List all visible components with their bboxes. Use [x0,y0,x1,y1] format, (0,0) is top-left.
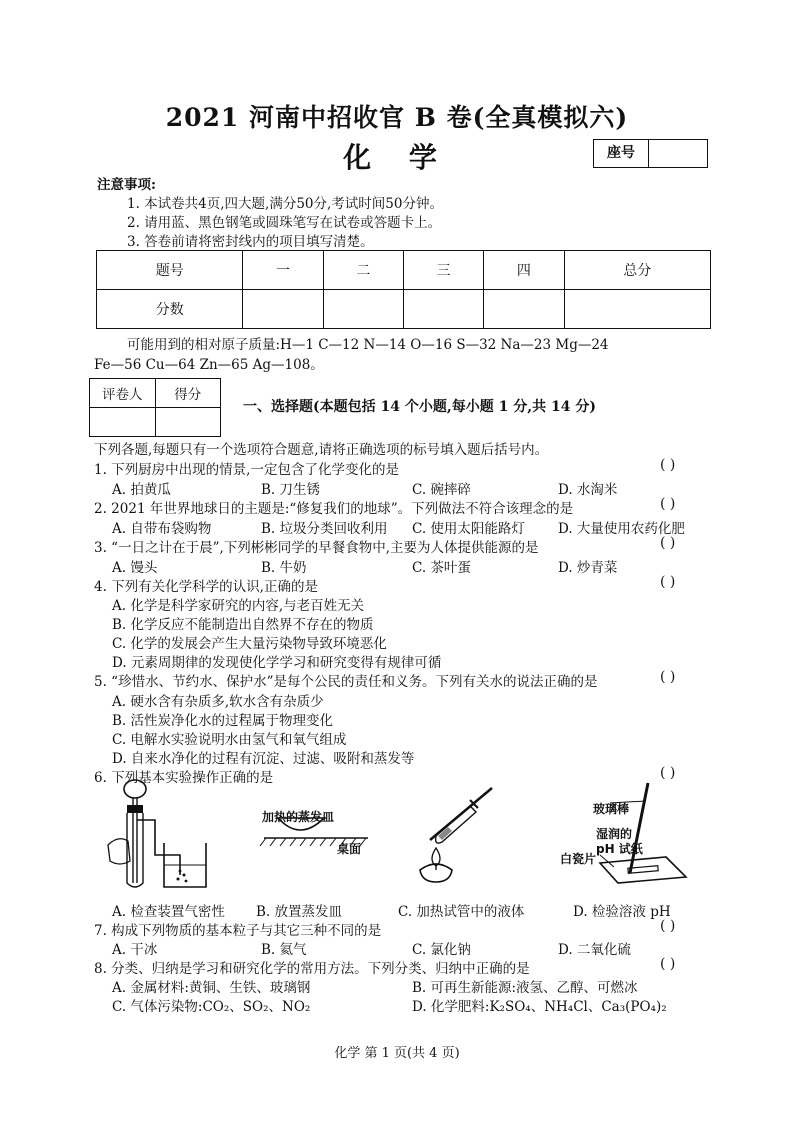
evaporating-dish-label: 加热的蒸发皿 [262,810,335,824]
option-c: C. 气体污染物:CO₂、SO₂、NO₂ [112,999,311,1015]
atomic-masses-line2: Fe—56 Cu—64 Zn—65 Ag—108。 [94,357,324,373]
heating-test-tube-figure [400,778,510,888]
white-tile-label: 白瓷片 [560,852,597,866]
answer-blank[interactable]: ( ) [660,669,676,685]
answer-blank[interactable]: ( ) [660,457,676,473]
option-d: D. 检验溶液 pH [573,904,671,920]
option-a: A. 硬水含有杂质多,软水含有杂质少 [112,694,324,710]
reviewer-table [89,378,221,437]
score-table [96,250,711,329]
option-c: C. 化学的发展会产生大量污染物导致环境恶化 [112,636,387,652]
option-b: B. 放置蒸发皿 [256,904,343,920]
option-c: C. 电解水实验说明水由氢气和氧气组成 [112,732,347,748]
option-d: D. 炒青菜 [558,560,618,576]
glass-rod-label: 玻璃棒 [593,802,630,816]
option-b: B. 氦气 [261,942,307,958]
notice-item: 2. 请用蓝、黑色钢笔或圆珠笔写在试卷或答题卡上。 [127,215,442,231]
subject-title: 化 学 [343,141,451,174]
notice-item: 3. 答卷前请将密封线内的项目填写清楚。 [127,234,374,250]
question-3-stem: 3. “一日之计在于晨”,下列彬彬同学的早餐食物中,主要为人体提供能源的是 [94,540,539,556]
score-cell[interactable] [403,290,483,329]
score-header: 四 [484,251,564,290]
score-header: 二 [323,251,403,290]
option-a: A. 馒头 [112,560,158,576]
option-c: C. 碗摔碎 [412,482,471,498]
notice-item: 1. 本试卷共4页,四大题,满分50分,考试时间50分钟。 [127,196,443,212]
score-cell[interactable] [564,290,710,329]
section1-instruction: 下列各题,每题只有一个选项符合题意,请将正确选项的标号填入题后括号内。 [94,442,549,458]
ph-paper-label: pH 试纸 [596,842,643,856]
score-cell[interactable] [323,290,403,329]
answer-blank[interactable]: ( ) [660,574,676,590]
option-a: A. 自带布袋购物 [112,521,212,537]
answer-blank[interactable]: ( ) [660,918,676,934]
answer-blank[interactable]: ( ) [660,765,676,781]
wet-ph-paper-label: 湿润的 [596,827,633,841]
option-a: A. 金属材料:黄铜、生铁、玻璃钢 [112,980,311,996]
question-1-stem: 1. 下列厨房中出现的情景,一定包含了化学变化的是 [94,462,399,478]
option-d: D. 二氧化硫 [558,942,631,958]
question-6-stem: 6. 下列基本实验操作正确的是 [94,770,274,786]
option-b: B. 牛奶 [261,560,307,576]
reviewer-label: 评卷人 [90,379,156,408]
option-d: D. 化学肥料:K₂SO₄、NH₄Cl、Ca₃(PO₄)₂ [412,999,667,1015]
option-c: C. 使用太阳能路灯 [412,521,525,537]
question-4-stem: 4. 下列有关化学科学的认识,正确的是 [94,579,318,595]
score-row-label: 分数 [97,290,243,329]
score-header: 一 [243,251,323,290]
answer-blank[interactable]: ( ) [660,496,676,512]
score-cell[interactable] [243,290,323,329]
option-a: A. 拍黄瓜 [112,482,171,498]
answer-blank[interactable]: ( ) [660,956,676,972]
question-8-stem: 8. 分类、归纳是学习和研究化学的常用方法。下列分类、归纳中正确的是 [94,961,530,977]
question-2-stem: 2. 2021 年世界地球日的主题是:“修复我们的地球”。下列做法不符合该理念的是 [94,501,574,517]
airtightness-check-figure [100,775,230,895]
answer-blank[interactable]: ( ) [660,535,676,551]
page-footer: 化学 第 1 页(共 4 页) [334,1046,460,1061]
atomic-masses-line1: 可能用到的相对原子质量:H—1 C—12 N—14 O—16 S—32 Na—23 Mg—24 [127,337,609,353]
ph-test-figure [570,775,700,890]
section1-heading: 一、选择题(本题包括 14 个小题,每小题 1 分,共 14 分) [243,399,596,415]
score-header: 三 [403,251,483,290]
score-header: 题号 [97,251,243,290]
option-d: D. 元素周期律的发现使化学学习和研究变得有规律可循 [112,655,442,671]
option-d: D. 大量使用农药化肥 [558,521,685,537]
option-b: B. 可再生新能源:液氢、乙醇、可燃冰 [412,980,638,996]
exam-title: 2021 河南中招收官 B 卷(全真模拟六) [165,103,629,132]
question-5-stem: 5. “珍惜水、节约水、保护水”是每个公民的责任和义务。下列有关水的说法正确的是 [94,674,598,690]
seat-number-box [593,139,708,168]
option-c: C. 加热试管中的液体 [398,904,525,920]
score-label: 得分 [155,379,221,408]
score-header: 总分 [564,251,710,290]
option-a: A. 化学是科学家研究的内容,与老百姓无关 [112,598,365,614]
option-b: B. 刀生锈 [261,482,321,498]
option-c: C. 氯化钠 [412,942,471,958]
option-c: C. 茶叶蛋 [412,560,471,576]
reviewer-cell[interactable] [90,408,156,437]
option-b: B. 化学反应不能制造出自然界不存在的物质 [112,617,374,633]
option-a: A. 干冰 [112,942,158,958]
option-b: B. 垃圾分类回收利用 [261,521,388,537]
score-cell[interactable] [484,290,564,329]
score-cell[interactable] [155,408,221,437]
option-b: B. 活性炭净化水的过程属于物理变化 [112,713,334,729]
question-7-stem: 7. 构成下列物质的基本粒子与其它三种不同的是 [94,923,382,939]
seat-label: 座号 [594,140,649,167]
desk-label: 桌面 [337,842,362,856]
option-d: D. 水淘米 [558,482,618,498]
option-a: A. 检查装置气密性 [112,904,225,920]
notice-heading: 注意事项: [97,177,156,193]
option-d: D. 自来水净化的过程有沉淀、过滤、吸附和蒸发等 [112,751,415,767]
